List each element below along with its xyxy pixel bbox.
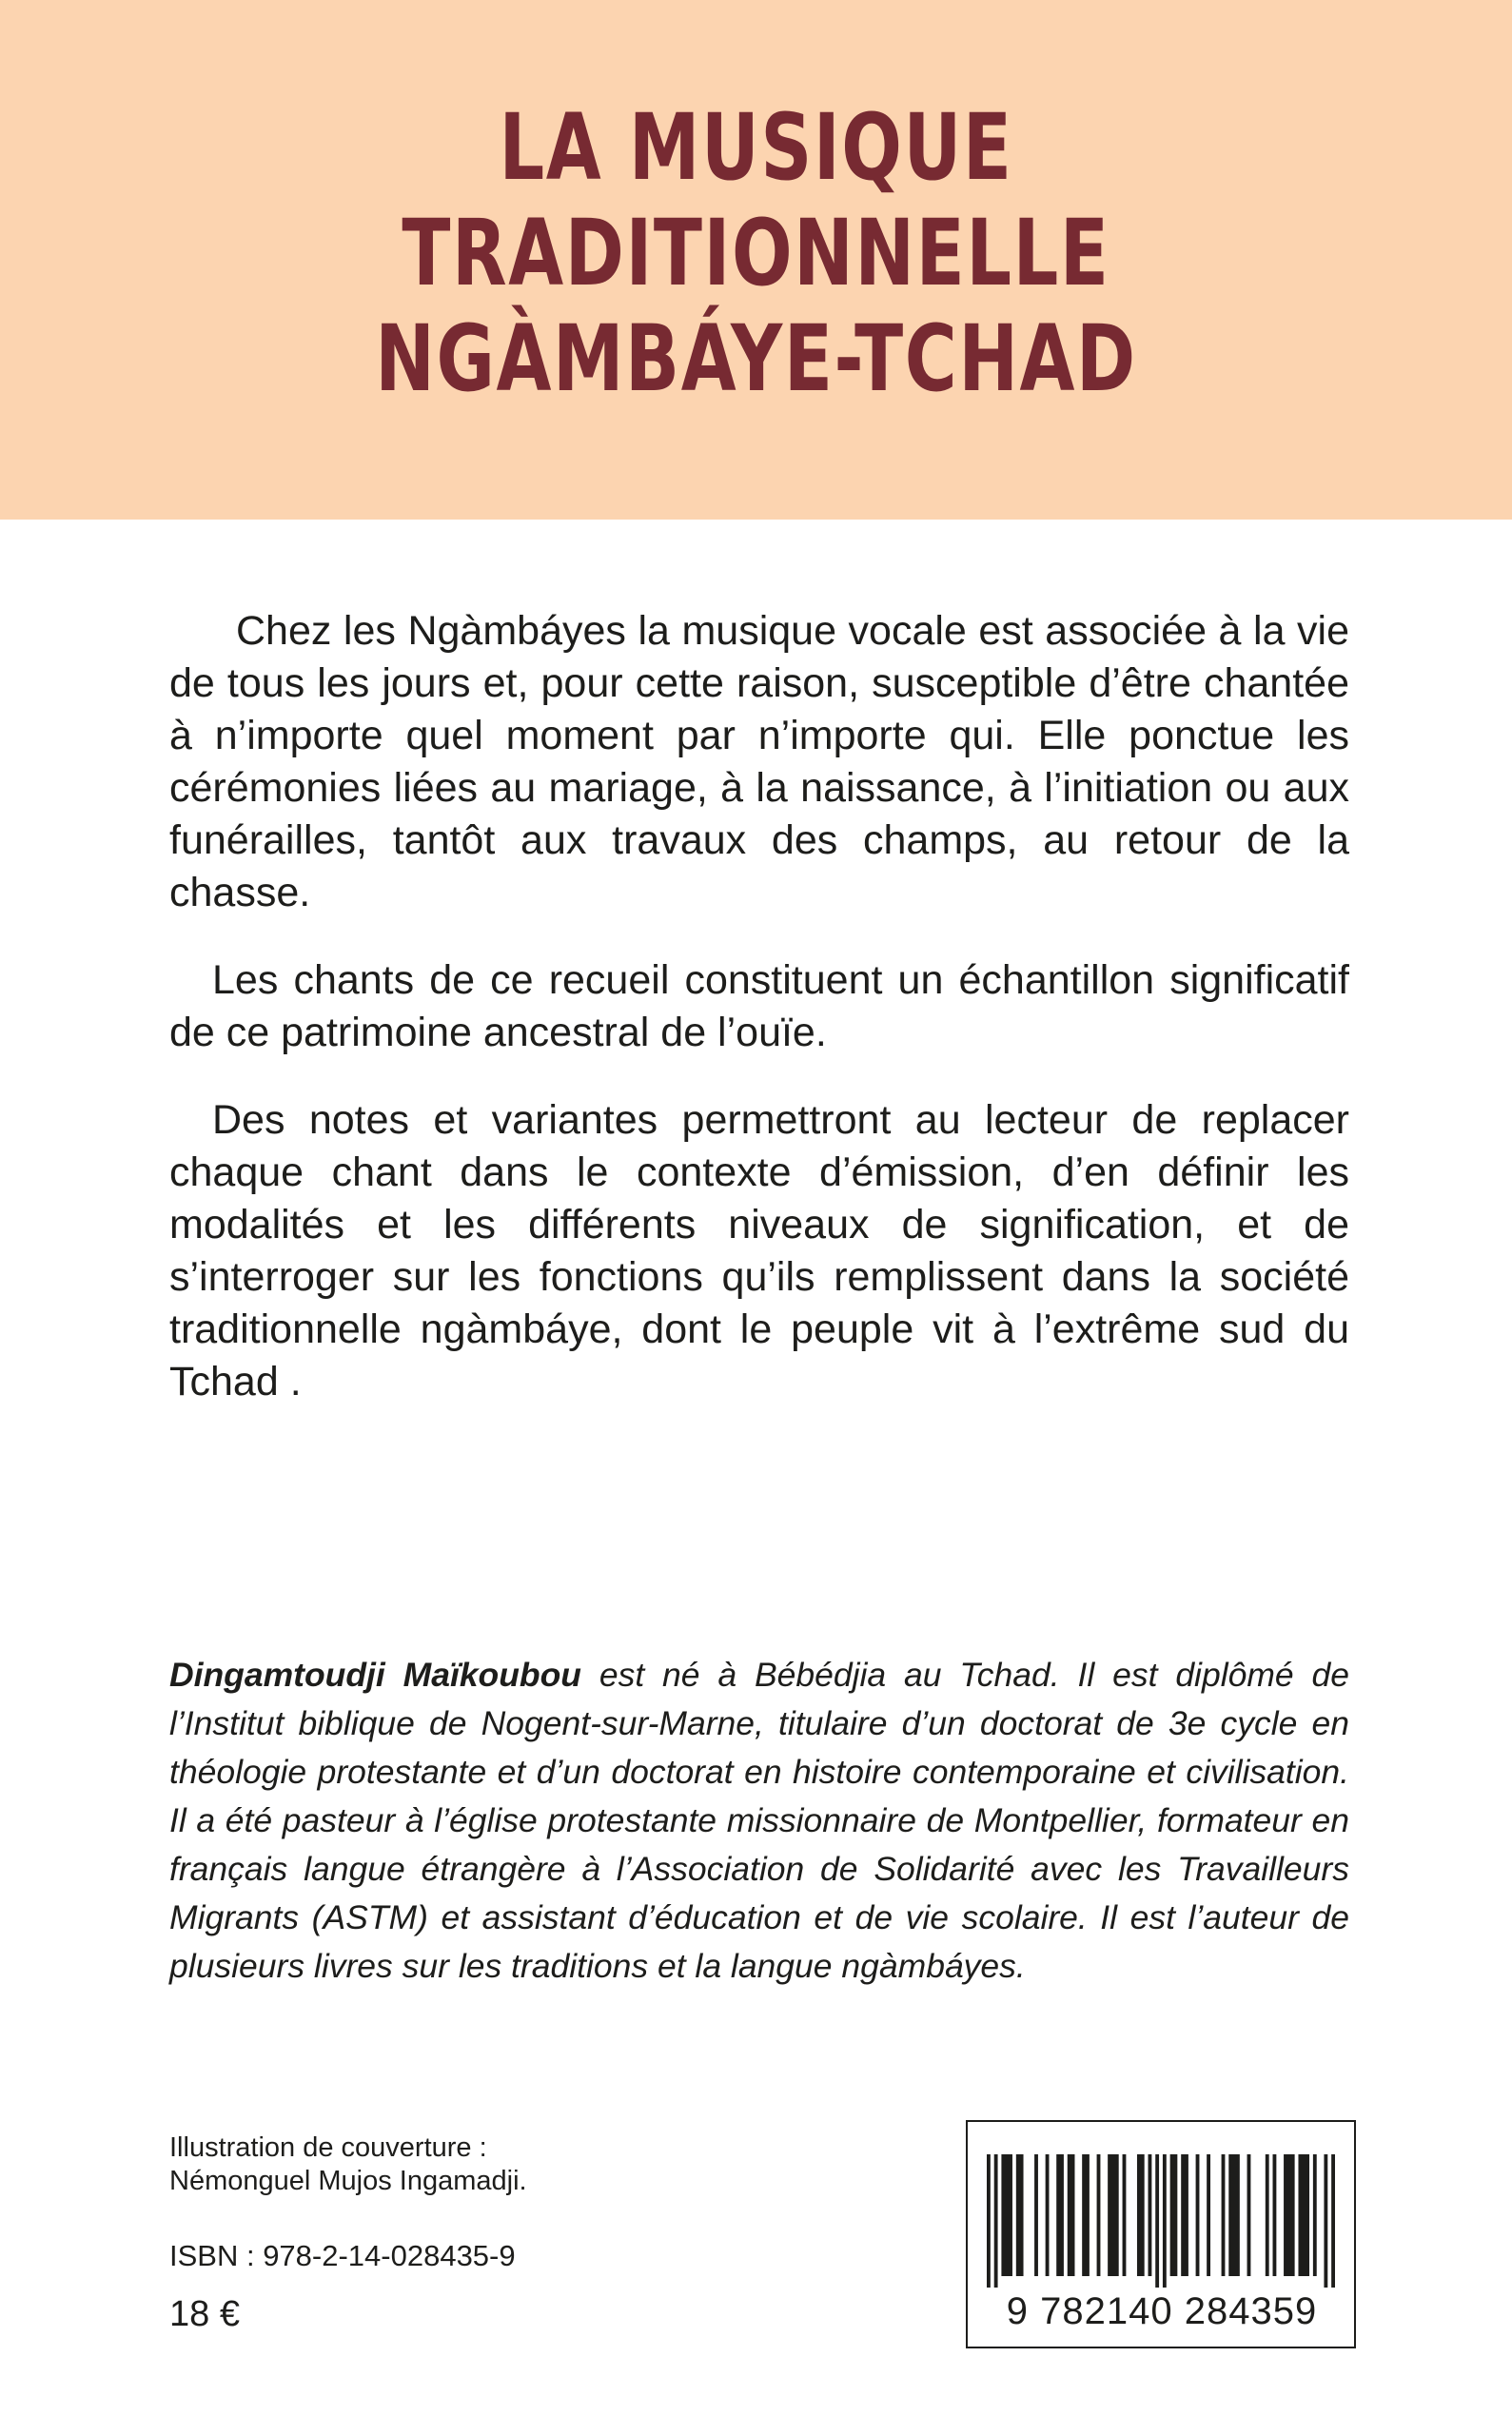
- barcode-bar-10: [1108, 2154, 1119, 2276]
- isbn: ISBN : 978-2-14-028435-9: [169, 2239, 516, 2272]
- book-title: [0, 95, 1512, 412]
- author-bio-text: est né à Bébédjia au Tchad. Il est diplômé de l’Institut biblique de Nogent-sur-Marne, titulaire d’un doctorat de 3e cycle en théologie protestante et d’un doctorat en histoire contemporaine et civilisation. Il a été pasteur à l’église protestante missionnaire de Montpellier, formateur en français langue étrangère à l’Association de Solidarité avec les Travailleurs Migrants (ASTM) et assistant d’éducation et de vie scolaire. Il est l’auteur de plusieurs livres sur les traditions et la langue ngàmbáyes.: [169, 1656, 1349, 1985]
- barcode-bar-11: [1123, 2154, 1127, 2276]
- title-line-1: LA MUSIQUE: [499, 94, 1013, 201]
- barcode-bar-13: [1149, 2154, 1152, 2276]
- illustration-label: Illustration de couverture :: [169, 2132, 487, 2163]
- barcode-bar-5: [1046, 2154, 1050, 2276]
- barcode-bars: [987, 2154, 1335, 2288]
- barcode-bar-0: [987, 2154, 991, 2288]
- barcode-digits: 9 782140 284359: [1006, 2290, 1318, 2332]
- barcode-bar-18: [1196, 2154, 1200, 2276]
- cover-credits: [169, 2131, 740, 2198]
- barcode-bar-21: [1228, 2154, 1240, 2276]
- barcode-bar-20: [1222, 2154, 1226, 2276]
- blurb-paragraph-1: Chez les Ngàmbáyes la musique vocale est associée à la vie de tous les jours et, pour cette raison, susceptible d’être chantée à n’importe quel moment par n’importe qui. Elle ponctue les cérémonies liées au mariage, à la naissance, à l’initiation ou aux funérailles, tantôt aux travaux des champs, au retour de la chasse.: [169, 608, 1349, 915]
- barcode-bar-17: [1181, 2154, 1188, 2276]
- barcode-bar-7: [1068, 2154, 1075, 2276]
- blurb-paragraph-3: Des notes et variantes permettront au lecteur de replacer chaque chant dans le contexte d’émission, d’en définir les modalités et les différents niveaux de signification, et de s’interroger sur les fonctions qu’ils remplissent dans la société traditionnelle ngàmbáye, dont le peuple vit à l’extrême sud du Tchad .: [169, 1097, 1349, 1404]
- barcode-bar-8: [1082, 2154, 1090, 2276]
- barcode-bar-3: [1016, 2154, 1024, 2276]
- barcode-bar-6: [1056, 2154, 1064, 2276]
- author-bio: [169, 1651, 1349, 1991]
- barcode-bar-16: [1170, 2154, 1178, 2276]
- title-line-3: NGÀMBÁYE-TCHAD: [375, 305, 1137, 412]
- barcode-bar-23: [1266, 2154, 1269, 2276]
- barcode-bar-24: [1273, 2154, 1277, 2276]
- barcode-bar-19: [1207, 2154, 1210, 2276]
- barcode: [966, 2120, 1356, 2348]
- price: 18 €: [169, 2294, 240, 2334]
- barcode-bar-25: [1284, 2154, 1295, 2276]
- barcode-bar-1: [994, 2154, 998, 2288]
- barcode-bar-26: [1298, 2154, 1309, 2276]
- barcode-bar-28: [1324, 2154, 1327, 2288]
- barcode-bar-27: [1313, 2154, 1317, 2276]
- author-name: Dingamtoudji Maïkoubou: [169, 1656, 581, 1694]
- barcode-bar-4: [1034, 2154, 1038, 2276]
- barcode-bar-15: [1163, 2154, 1167, 2288]
- barcode-bar-29: [1331, 2154, 1335, 2288]
- barcode-bar-2: [1001, 2154, 1012, 2276]
- barcode-bar-12: [1137, 2154, 1145, 2276]
- blurb-paragraph-2: Les chants de ce recueil constituent un échantillon significatif de ce patrimoine ancestral de l’ouïe.: [169, 957, 1349, 1055]
- barcode-bar-14: [1155, 2154, 1159, 2288]
- barcode-bar-9: [1097, 2154, 1101, 2276]
- illustrator-name: Némonguel Mujos Ingamadji.: [169, 2166, 527, 2196]
- barcode-bar-22: [1247, 2154, 1251, 2276]
- book-blurb: [169, 605, 1349, 1444]
- title-line-2: TRADITIONNELLE: [402, 200, 1110, 306]
